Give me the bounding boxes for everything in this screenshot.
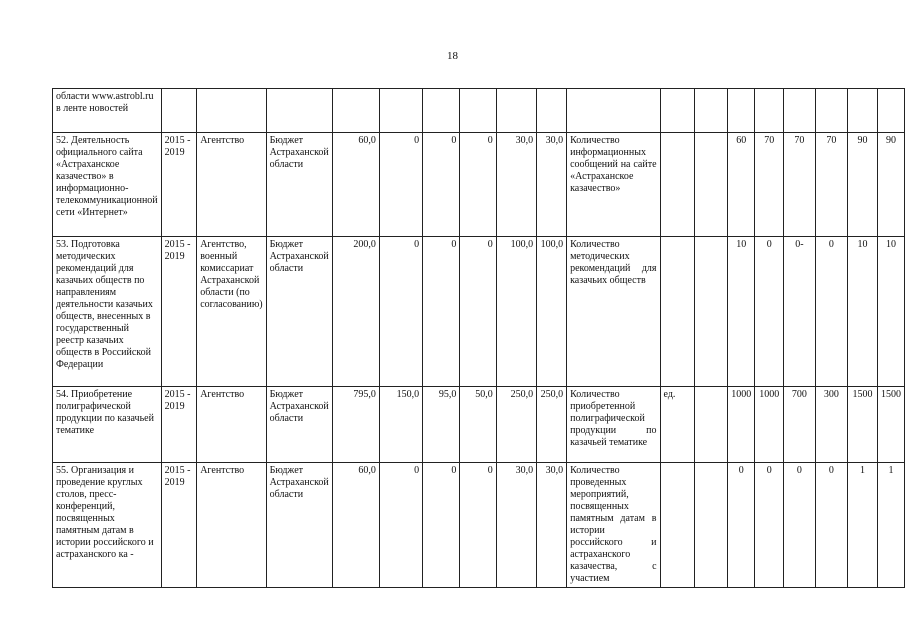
finance-cell: 60,0 <box>332 133 379 237</box>
activity-name-cell: области www.astrobl.ru в ленте новостей <box>53 89 162 133</box>
indicator-value-cell: 700 <box>784 387 815 463</box>
finance-cell <box>537 89 567 133</box>
finance-cell <box>423 89 460 133</box>
unit-cell <box>660 89 694 133</box>
indicator-value-cell <box>877 89 904 133</box>
indicator-cell: Количество приобретенной полиграфической продукции по казачьей тематике <box>567 387 660 463</box>
funding-source-cell: Бюджет Астраханской области <box>266 387 332 463</box>
indicator-value-cell: 0 <box>784 463 815 588</box>
indicator-value-cell: 0 <box>815 237 847 387</box>
finance-cell: 250,0 <box>496 387 536 463</box>
finance-cell: 0 <box>423 463 460 588</box>
unit-cell: ед. <box>660 387 694 463</box>
finance-cell: 0 <box>379 133 422 237</box>
table-row <box>53 133 905 237</box>
executor-cell: Агентство <box>197 133 266 237</box>
funding-source-cell: Бюджет Астраханской области <box>266 463 332 588</box>
period-cell: 2015 - 2019 <box>161 237 197 387</box>
indicator-value-cell: 70 <box>815 133 847 237</box>
indicator-value-cell <box>755 89 784 133</box>
indicator-value-cell: 10 <box>877 237 904 387</box>
indicator-value-cell: 90 <box>848 133 878 237</box>
period-cell: 2015 - 2019 <box>161 463 197 588</box>
period-cell <box>161 89 197 133</box>
executor-cell: Агентство, военный комиссариат Астраханской области (по согласованию) <box>197 237 266 387</box>
indicator-value-cell: 0- <box>784 237 815 387</box>
indicator-value-cell: 1 <box>877 463 904 588</box>
indicator-cell: Количество проведенных мероприятий, посвященных памятным датам в истории российского и астраханского казачества, с участием <box>567 463 660 588</box>
finance-cell: 100,0 <box>537 237 567 387</box>
finance-cell: 30,0 <box>537 463 567 588</box>
table-row <box>53 237 905 387</box>
funding-source-cell: Бюджет Астраханской области <box>266 237 332 387</box>
empty-cell <box>694 89 728 133</box>
empty-cell <box>694 387 728 463</box>
activity-name-cell: 54. Приобретение полиграфической продукции по казачьей тематике <box>53 387 162 463</box>
funding-source-cell <box>266 89 332 133</box>
finance-cell <box>496 89 536 133</box>
finance-cell: 0 <box>423 133 460 237</box>
indicator-cell <box>567 89 660 133</box>
indicator-value-cell: 1500 <box>848 387 878 463</box>
indicator-value-cell: 300 <box>815 387 847 463</box>
page-number: 18 <box>447 50 458 62</box>
indicator-value-cell <box>848 89 878 133</box>
indicator-value-cell: 1500 <box>877 387 904 463</box>
indicator-cell: Количество информационных сообщений на сайте «Астраханское казачество» <box>567 133 660 237</box>
indicator-value-cell: 0 <box>815 463 847 588</box>
finance-cell: 200,0 <box>332 237 379 387</box>
indicator-cell: Количество методических рекомендаций для казачьих обществ <box>567 237 660 387</box>
indicator-value-cell: 10 <box>848 237 878 387</box>
indicator-value-cell <box>784 89 815 133</box>
table-row <box>53 387 905 463</box>
funding-source-cell: Бюджет Астраханской области <box>266 133 332 237</box>
indicator-value-cell: 1000 <box>728 387 755 463</box>
activity-name-cell: 55. Организация и проведение круглых столов, пресс-конференций, посвященных памятным датам в истории российского и астраханского ка - <box>53 463 162 588</box>
finance-cell: 95,0 <box>423 387 460 463</box>
indicator-value-cell: 10 <box>728 237 755 387</box>
unit-cell <box>660 463 694 588</box>
indicator-value-cell: 0 <box>728 463 755 588</box>
period-cell: 2015 - 2019 <box>161 387 197 463</box>
program-activities-table <box>52 88 905 588</box>
finance-cell: 0 <box>379 237 422 387</box>
table-row <box>53 463 905 588</box>
finance-cell <box>332 89 379 133</box>
indicator-value-cell: 0 <box>755 463 784 588</box>
executor-cell: Агентство <box>197 463 266 588</box>
executor-cell: Агентство <box>197 387 266 463</box>
indicator-value-cell: 0 <box>755 237 784 387</box>
indicator-value-cell: 1 <box>848 463 878 588</box>
empty-cell <box>694 237 728 387</box>
finance-cell: 50,0 <box>460 387 496 463</box>
indicator-value-cell: 90 <box>877 133 904 237</box>
finance-cell <box>379 89 422 133</box>
finance-cell: 30,0 <box>496 463 536 588</box>
finance-cell: 0 <box>460 133 496 237</box>
activity-name-cell: 52. Деятельность официального сайта «Астраханское казачество» в информационно-телекоммуникационной сети «Интернет» <box>53 133 162 237</box>
finance-cell: 0 <box>379 463 422 588</box>
empty-cell <box>694 463 728 588</box>
unit-cell <box>660 237 694 387</box>
indicator-value-cell: 70 <box>784 133 815 237</box>
finance-cell: 0 <box>423 237 460 387</box>
finance-cell: 30,0 <box>496 133 536 237</box>
executor-cell <box>197 89 266 133</box>
finance-cell: 60,0 <box>332 463 379 588</box>
finance-cell: 100,0 <box>496 237 536 387</box>
unit-cell <box>660 133 694 237</box>
finance-cell: 795,0 <box>332 387 379 463</box>
finance-cell: 0 <box>460 463 496 588</box>
finance-cell: 250,0 <box>537 387 567 463</box>
period-cell: 2015 - 2019 <box>161 133 197 237</box>
empty-cell <box>694 133 728 237</box>
indicator-value-cell: 60 <box>728 133 755 237</box>
indicator-value-cell <box>815 89 847 133</box>
indicator-value-cell: 1000 <box>755 387 784 463</box>
indicator-value-cell: 70 <box>755 133 784 237</box>
finance-cell <box>460 89 496 133</box>
table-row <box>53 89 905 133</box>
finance-cell: 150,0 <box>379 387 422 463</box>
finance-cell: 0 <box>460 237 496 387</box>
finance-cell: 30,0 <box>537 133 567 237</box>
activity-name-cell: 53. Подготовка методических рекомендаций для казачьих обществ по направлениям деятельности казачьих обществ, внесенных в государственный реестр казачьих обществ в Российской Федерации <box>53 237 162 387</box>
indicator-value-cell <box>728 89 755 133</box>
